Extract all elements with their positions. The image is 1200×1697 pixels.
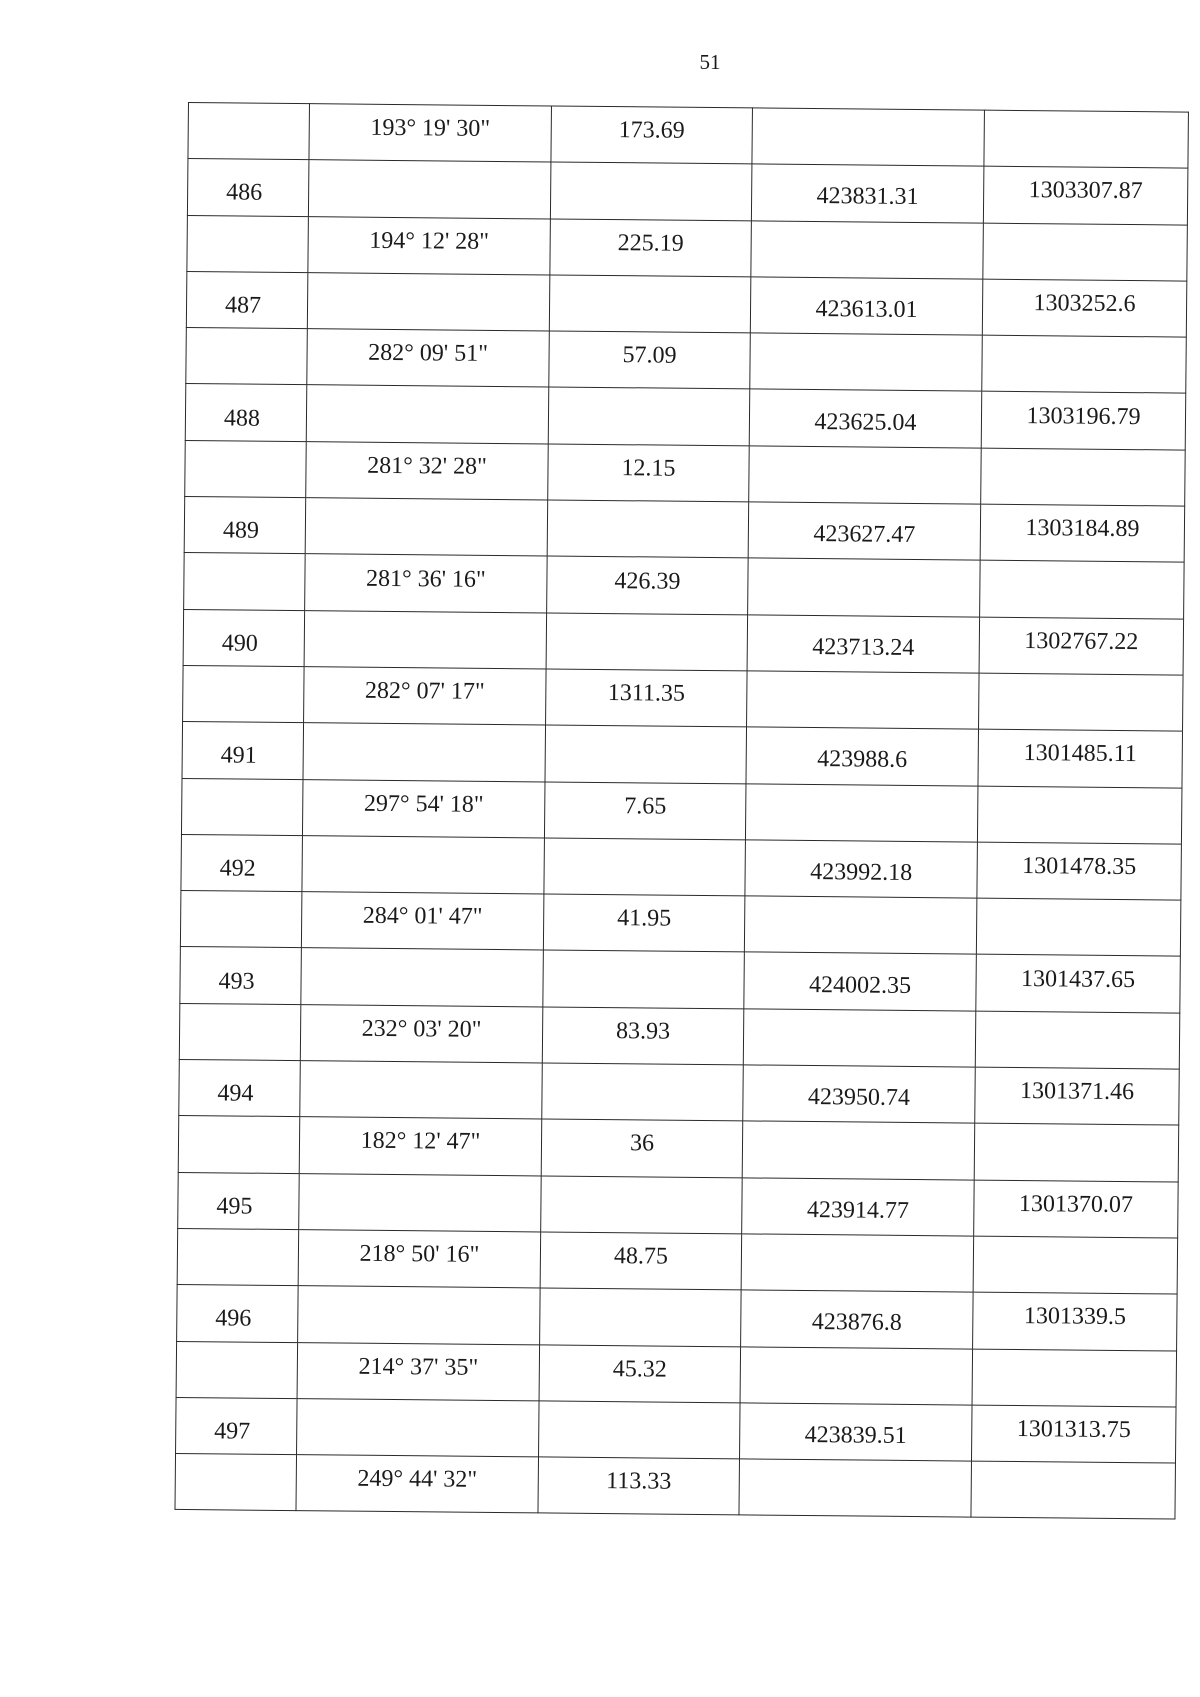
easting-text: 423914.77 <box>806 1196 910 1224</box>
table-row <box>181 834 1181 900</box>
easting-text: 423713.24 <box>812 633 915 661</box>
northing-text: 1301437.65 <box>1020 965 1136 993</box>
northing-text: 1303196.79 <box>1026 402 1141 430</box>
distance-cell <box>542 1063 744 1121</box>
bearing-cell <box>303 723 546 782</box>
point-number-cell <box>185 384 307 441</box>
northing-cell <box>975 1067 1180 1125</box>
distance-cell <box>548 444 750 502</box>
bearing-cell <box>308 160 551 219</box>
point-number-text: 497 <box>214 1418 251 1445</box>
point-number-cell <box>183 665 305 722</box>
distance-cell <box>547 556 749 614</box>
table-row <box>188 103 1188 169</box>
easting-cell <box>744 896 977 955</box>
easting-cell <box>745 783 978 842</box>
northing-cell <box>975 1011 1180 1069</box>
point-number-cell <box>187 159 309 216</box>
northing-cell <box>984 110 1189 168</box>
bearing-text: 284° 01' 47" <box>362 903 483 931</box>
distance-cell <box>541 1119 743 1177</box>
bearing-cell <box>309 104 552 163</box>
distance-cell <box>543 950 745 1008</box>
easting-text: 423839.51 <box>804 1421 907 1449</box>
distance-cell <box>546 669 748 727</box>
northing-text: 1303184.89 <box>1025 515 1140 543</box>
point-number-text: 496 <box>215 1305 252 1333</box>
point-number-cell <box>187 215 309 272</box>
easting-cell <box>743 1065 976 1124</box>
northing-cell <box>971 1405 1176 1463</box>
point-number-cell <box>186 271 308 328</box>
point-number-cell <box>180 891 302 948</box>
easting-text: 423992.18 <box>810 859 913 886</box>
bearing-text: 193° 19' 30" <box>370 114 491 143</box>
northing-cell <box>974 1123 1179 1181</box>
easting-text: 423950.74 <box>807 1084 911 1112</box>
point-number-cell <box>178 1116 300 1173</box>
distance-cell <box>551 106 753 164</box>
bearing-cell <box>308 216 551 275</box>
point-number-cell <box>181 834 303 891</box>
distance-cell <box>544 782 746 840</box>
easting-cell <box>747 671 980 730</box>
distance-cell <box>550 219 752 277</box>
point-number-cell <box>178 1172 300 1229</box>
table-row <box>186 328 1186 394</box>
distance-text: 36 <box>629 1130 655 1158</box>
easting-cell <box>747 615 980 674</box>
easting-text: 423876.8 <box>811 1309 902 1337</box>
bearing-text: 218° 50' 16" <box>359 1240 480 1268</box>
distance-text: 225.19 <box>617 229 684 257</box>
coordinate-table-container <box>174 102 1187 1520</box>
table-row <box>178 1172 1178 1238</box>
distance-text: 57.09 <box>622 342 677 370</box>
point-number-cell <box>179 1060 301 1117</box>
northing-cell <box>974 1180 1179 1238</box>
northing-text: 1301313.75 <box>1016 1415 1131 1444</box>
table-row <box>184 497 1184 563</box>
easting-cell <box>741 1234 974 1293</box>
distance-text: 41.95 <box>617 905 672 932</box>
bearing-text: 182° 12' 47" <box>360 1128 481 1156</box>
distance-text: 173.69 <box>618 117 685 144</box>
easting-text: 423988.6 <box>817 746 908 774</box>
distance-cell <box>544 838 746 896</box>
distance-text: 7.65 <box>624 792 667 820</box>
bearing-text: 281° 36' 16" <box>365 565 486 593</box>
table-row <box>176 1397 1176 1463</box>
bearing-cell <box>301 892 544 951</box>
bearing-cell <box>302 835 545 894</box>
northing-text: 1303307.87 <box>1028 177 1143 205</box>
point-number-text: 494 <box>217 1080 254 1107</box>
northing-cell <box>980 560 1185 618</box>
bearing-cell <box>300 1004 543 1063</box>
bearing-cell <box>304 667 547 726</box>
easting-cell <box>749 446 982 505</box>
distance-cell <box>539 1401 741 1459</box>
distance-text: 426.39 <box>614 567 681 595</box>
distance-cell <box>542 1007 744 1065</box>
easting-cell <box>749 389 982 448</box>
bearing-cell <box>298 1286 541 1345</box>
northing-cell <box>978 729 1183 787</box>
northing-text: 1301339.5 <box>1023 1303 1127 1331</box>
bearing-cell <box>305 498 548 557</box>
easting-cell <box>739 1403 972 1462</box>
northing-text: 1302767.22 <box>1024 627 1139 655</box>
table-row <box>187 215 1187 281</box>
bearing-cell <box>304 610 547 669</box>
table-row <box>180 891 1180 957</box>
distance-cell <box>538 1457 740 1515</box>
point-number-cell <box>182 722 304 779</box>
northing-cell <box>973 1292 1178 1350</box>
point-number-text: 488 <box>223 404 261 432</box>
easting-cell <box>750 333 983 392</box>
point-number-cell <box>175 1454 297 1511</box>
table-row <box>187 159 1187 225</box>
distance-cell <box>547 500 749 558</box>
northing-cell <box>976 955 1181 1013</box>
easting-cell <box>745 840 978 899</box>
point-number-cell <box>177 1228 299 1285</box>
bearing-text: 194° 12' 28" <box>369 227 490 255</box>
northing-text: 1301478.35 <box>1022 853 1137 881</box>
bearing-text: 232° 03' 20" <box>361 1015 482 1043</box>
coordinate-table-body <box>175 103 1188 1520</box>
northing-text: 1301370.07 <box>1018 1190 1134 1218</box>
table-row <box>178 1116 1178 1182</box>
distance-cell <box>549 275 751 333</box>
distance-cell <box>540 1288 742 1346</box>
northing-cell <box>972 1349 1177 1407</box>
bearing-text: 281° 32' 28" <box>367 452 487 480</box>
northing-cell <box>981 448 1186 506</box>
northing-cell <box>971 1461 1176 1519</box>
northing-cell <box>983 223 1188 281</box>
distance-cell <box>550 162 752 220</box>
bearing-cell <box>299 1117 542 1176</box>
point-number-text: 495 <box>216 1193 253 1220</box>
point-number-cell <box>176 1341 298 1398</box>
distance-cell <box>548 387 750 445</box>
point-number-text: 491 <box>220 742 257 770</box>
bearing-cell <box>307 273 550 332</box>
northing-text: 1303252.6 <box>1033 290 1136 318</box>
northing-cell <box>980 504 1185 562</box>
page-number: 51 <box>699 50 721 74</box>
bearing-cell <box>296 1455 539 1514</box>
northing-cell <box>981 392 1186 450</box>
northing-cell <box>979 673 1184 731</box>
table-row <box>184 553 1184 619</box>
distance-cell <box>539 1344 741 1402</box>
table-row <box>179 1003 1179 1069</box>
bearing-cell <box>306 441 549 500</box>
distance-text: 113.33 <box>606 1468 672 1495</box>
bearing-cell <box>300 1061 543 1120</box>
bearing-text: 249° 44' 32" <box>357 1465 478 1494</box>
northing-cell <box>976 898 1181 956</box>
bearing-cell <box>302 779 545 838</box>
bearing-cell <box>297 1342 540 1401</box>
table-row <box>183 665 1183 731</box>
distance-cell <box>546 613 748 671</box>
table-row <box>182 722 1182 788</box>
distance-text: 45.32 <box>612 1355 667 1383</box>
easting-cell <box>748 502 981 561</box>
point-number-text: 492 <box>219 855 256 882</box>
northing-cell <box>983 166 1188 224</box>
distance-cell <box>541 1176 743 1234</box>
bearing-cell <box>297 1398 540 1457</box>
bearing-cell <box>301 948 544 1007</box>
table-row <box>183 609 1183 675</box>
distance-text: 12.15 <box>621 455 676 482</box>
easting-cell <box>743 1009 976 1068</box>
bearing-text: 282° 09' 51" <box>368 340 489 368</box>
bearing-text: 282° 07' 17" <box>364 677 485 705</box>
table-row <box>185 440 1185 506</box>
point-number-cell <box>176 1397 298 1454</box>
northing-cell <box>977 786 1182 844</box>
point-number-cell <box>177 1285 299 1342</box>
coordinate-table <box>174 102 1188 1520</box>
distance-text: 83.93 <box>615 1018 671 1045</box>
easting-cell <box>740 1346 973 1405</box>
northing-cell <box>982 279 1187 337</box>
point-number-cell <box>186 328 308 385</box>
bearing-cell <box>307 329 550 388</box>
point-number-cell <box>184 497 306 554</box>
distance-cell <box>543 894 745 952</box>
table-row <box>181 778 1181 844</box>
point-number-cell <box>185 440 307 497</box>
point-number-text: 486 <box>226 179 263 207</box>
distance-text: 48.75 <box>613 1243 669 1270</box>
point-number-cell <box>184 553 306 610</box>
point-number-cell <box>181 778 303 835</box>
easting-text: 423625.04 <box>814 408 917 436</box>
bearing-cell <box>299 1173 542 1232</box>
table-row <box>176 1341 1176 1407</box>
point-number-cell <box>183 609 305 666</box>
easting-cell <box>748 558 981 617</box>
bearing-text: 297° 54' 18" <box>363 790 484 818</box>
distance-cell <box>549 331 751 389</box>
easting-cell <box>751 221 984 280</box>
table-row <box>180 947 1180 1013</box>
easting-text: 423627.47 <box>813 521 916 549</box>
bearing-text: 214° 37' 35" <box>358 1353 479 1381</box>
bearing-cell <box>305 554 548 613</box>
point-number-cell <box>179 1003 301 1060</box>
easting-cell <box>742 1121 975 1180</box>
northing-text: 1301485.11 <box>1023 740 1137 768</box>
distance-cell <box>540 1232 742 1290</box>
northing-cell <box>977 842 1182 900</box>
easting-cell <box>746 727 979 786</box>
bearing-cell <box>298 1230 541 1289</box>
table-row <box>186 271 1186 337</box>
northing-cell <box>973 1236 1178 1294</box>
distance-cell <box>545 725 747 783</box>
easting-cell <box>751 164 984 223</box>
table-row <box>185 384 1185 450</box>
northing-text: 1301371.46 <box>1019 1078 1135 1106</box>
distance-text: 1311.35 <box>607 680 686 707</box>
point-number-text: 487 <box>224 292 262 319</box>
bearing-cell <box>306 385 549 444</box>
easting-cell <box>750 277 983 336</box>
point-number-cell <box>180 947 302 1004</box>
northing-cell <box>982 335 1187 393</box>
table-row <box>177 1285 1177 1351</box>
point-number-text: 493 <box>218 967 255 995</box>
easting-cell <box>739 1459 972 1518</box>
easting-cell <box>752 108 985 167</box>
point-number-text: 490 <box>221 630 258 657</box>
table-row <box>177 1228 1177 1294</box>
northing-cell <box>979 617 1184 675</box>
point-number-cell <box>188 103 310 160</box>
easting-text: 424002.35 <box>808 971 912 999</box>
easting-cell <box>742 1178 975 1237</box>
table-row <box>179 1060 1179 1126</box>
easting-text: 423613.01 <box>815 296 918 324</box>
easting-cell <box>741 1290 974 1349</box>
point-number-text: 489 <box>222 517 260 544</box>
easting-cell <box>744 952 977 1011</box>
table-row <box>175 1454 1175 1520</box>
easting-text: 423831.31 <box>816 183 919 211</box>
